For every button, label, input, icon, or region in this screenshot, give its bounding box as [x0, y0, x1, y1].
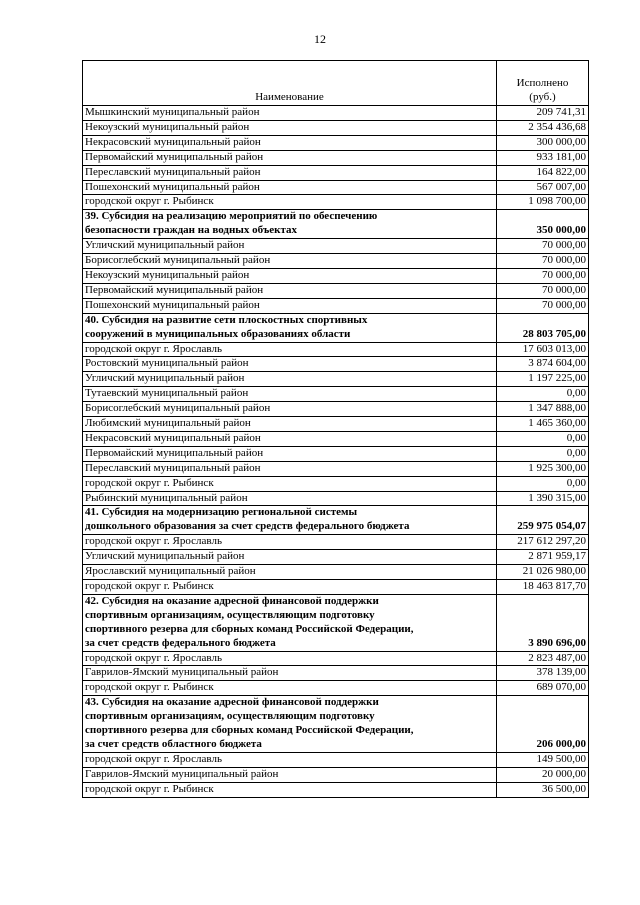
row-name: Некоузский муниципальный район — [83, 268, 497, 283]
section-title-line: 41. Субсидия на модернизацию региональной системы — [85, 506, 358, 519]
table-row — [83, 476, 589, 491]
row-value: 567 007,00 — [497, 180, 589, 195]
table-body — [83, 106, 589, 798]
table-row — [83, 342, 589, 357]
row-value: 18 463 817,70 — [497, 580, 589, 595]
table-row — [83, 180, 589, 195]
row-value: 689 070,00 — [497, 681, 589, 696]
row-value: 17 603 013,00 — [497, 342, 589, 357]
row-name: Угличский муниципальный район — [83, 372, 497, 387]
section-title-line: 43. Субсидия на оказание адресной финансовой поддержки — [85, 696, 379, 709]
row-name: городской округ г. Рыбинск — [83, 476, 497, 491]
header-value — [497, 61, 589, 106]
section-title-line: за счет средств областного бюджета — [85, 737, 262, 750]
row-name: Борисоглебский муниципальный район — [83, 254, 497, 269]
row-value: 350 000,00 — [497, 210, 589, 239]
row-name: Пошехонский муниципальный район — [83, 180, 497, 195]
section-title-line: спортивного резерва для сборных команд Российской Федерации, — [85, 622, 414, 635]
header-name: Наименование — [83, 61, 497, 106]
section-row — [83, 313, 589, 342]
table-row — [83, 165, 589, 180]
table-row — [83, 298, 589, 313]
row-value: 36 500,00 — [497, 782, 589, 797]
row-value: 3 874 604,00 — [497, 357, 589, 372]
header-value-line2: (руб.) — [529, 91, 556, 104]
row-value: 1 465 360,00 — [497, 417, 589, 432]
table-row — [83, 491, 589, 506]
row-name: Любимский муниципальный район — [83, 417, 497, 432]
section-title — [83, 696, 497, 753]
section-title-line: безопасности граждан на водных объектах — [85, 224, 298, 237]
table-row — [83, 387, 589, 402]
section-title — [83, 506, 497, 535]
table-row — [83, 752, 589, 767]
section-row — [83, 210, 589, 239]
row-value: 378 139,00 — [497, 666, 589, 681]
row-value: 0,00 — [497, 431, 589, 446]
row-value: 20 000,00 — [497, 767, 589, 782]
table-row — [83, 150, 589, 165]
row-name: Некоузский муниципальный район — [83, 120, 497, 135]
section-title-line: 39. Субсидия на реализацию мероприятий по обеспечению — [85, 210, 378, 223]
table-row — [83, 135, 589, 150]
row-name: Некрасовский муниципальный район — [83, 135, 497, 150]
row-name: Угличский муниципальный район — [83, 239, 497, 254]
section-title-line: сооружений в муниципальных образованиях области — [85, 327, 351, 340]
row-name: Ярославский муниципальный район — [83, 565, 497, 580]
row-name: Тутаевский муниципальный район — [83, 387, 497, 402]
row-name: Гаврилов-Ямский муниципальный район — [83, 767, 497, 782]
row-name: Гаврилов-Ямский муниципальный район — [83, 666, 497, 681]
table-row — [83, 580, 589, 595]
table-row — [83, 268, 589, 283]
section-row — [83, 696, 589, 753]
table-row — [83, 550, 589, 565]
table-row — [83, 651, 589, 666]
row-name: городской округ г. Ярославль — [83, 342, 497, 357]
row-name: Переславский муниципальный район — [83, 461, 497, 476]
table-row — [83, 120, 589, 135]
row-value: 2 823 487,00 — [497, 651, 589, 666]
row-value: 1 390 315,00 — [497, 491, 589, 506]
section-title-line: спортивного резерва для сборных команд Российской Федерации, — [85, 724, 414, 737]
row-value: 70 000,00 — [497, 239, 589, 254]
table-row — [83, 535, 589, 550]
section-row — [83, 506, 589, 535]
table-row — [83, 254, 589, 269]
row-name: городской округ г. Ярославль — [83, 752, 497, 767]
row-value: 300 000,00 — [497, 135, 589, 150]
row-name: городской округ г. Рыбинск — [83, 195, 497, 210]
table-row — [83, 357, 589, 372]
row-value: 1 098 700,00 — [497, 195, 589, 210]
row-value: 70 000,00 — [497, 254, 589, 269]
row-value: 0,00 — [497, 387, 589, 402]
row-value: 0,00 — [497, 446, 589, 461]
row-name: Борисоглебский муниципальный район — [83, 402, 497, 417]
table-row — [83, 446, 589, 461]
row-value: 70 000,00 — [497, 298, 589, 313]
row-value: 209 741,31 — [497, 106, 589, 121]
row-value: 259 975 054,07 — [497, 506, 589, 535]
section-title — [83, 313, 497, 342]
row-value: 2 871 959,17 — [497, 550, 589, 565]
row-value: 0,00 — [497, 476, 589, 491]
row-name: Первомайский муниципальный район — [83, 446, 497, 461]
row-value: 2 354 436,68 — [497, 120, 589, 135]
row-value: 70 000,00 — [497, 268, 589, 283]
table-header-row — [83, 61, 589, 106]
table-row — [83, 767, 589, 782]
row-value: 1 925 300,00 — [497, 461, 589, 476]
table-row — [83, 417, 589, 432]
table-row — [83, 106, 589, 121]
budget-table — [82, 60, 589, 798]
table-row — [83, 666, 589, 681]
section-title-line: спортивным организациям, осуществляющим подготовку — [85, 710, 375, 723]
row-value: 28 803 705,00 — [497, 313, 589, 342]
row-name: городской округ г. Рыбинск — [83, 782, 497, 797]
row-name: городской округ г. Ярославль — [83, 535, 497, 550]
row-value: 1 197 225,00 — [497, 372, 589, 387]
table-row — [83, 372, 589, 387]
page-number: 12 — [314, 32, 326, 46]
row-value: 206 000,00 — [497, 696, 589, 753]
table-row — [83, 461, 589, 476]
row-name: городской округ г. Рыбинск — [83, 681, 497, 696]
row-name: Первомайский муниципальный район — [83, 283, 497, 298]
table-row — [83, 195, 589, 210]
row-name: городской округ г. Ярославль — [83, 651, 497, 666]
row-value: 21 026 980,00 — [497, 565, 589, 580]
section-title-line: 42. Субсидия на оказание адресной финансовой поддержки — [85, 594, 379, 607]
row-value: 164 822,00 — [497, 165, 589, 180]
section-title — [83, 210, 497, 239]
table-row — [83, 782, 589, 797]
table-row — [83, 681, 589, 696]
section-title — [83, 594, 497, 651]
row-name: Мышкинский муниципальный район — [83, 106, 497, 121]
row-name: Первомайский муниципальный район — [83, 150, 497, 165]
row-value: 3 890 696,00 — [497, 594, 589, 651]
table-row — [83, 431, 589, 446]
section-row — [83, 594, 589, 651]
row-name: Ростовский муниципальный район — [83, 357, 497, 372]
table-row — [83, 565, 589, 580]
table-row — [83, 283, 589, 298]
section-title-line: дошкольного образования за счет средств федерального бюджета — [85, 520, 410, 533]
row-name: Пошехонский муниципальный район — [83, 298, 497, 313]
section-title-line: спортивным организациям, осуществляющим подготовку — [85, 608, 375, 621]
row-value: 149 500,00 — [497, 752, 589, 767]
row-value: 933 181,00 — [497, 150, 589, 165]
table-row — [83, 402, 589, 417]
row-value: 1 347 888,00 — [497, 402, 589, 417]
section-title-line: 40. Субсидия на развитие сети плоскостных спортивных — [85, 313, 368, 326]
row-name: Переславский муниципальный район — [83, 165, 497, 180]
section-title-line: за счет средств федерального бюджета — [85, 636, 276, 649]
row-value: 70 000,00 — [497, 283, 589, 298]
row-name: Некрасовский муниципальный район — [83, 431, 497, 446]
row-name: Угличский муниципальный район — [83, 550, 497, 565]
row-name: городской округ г. Рыбинск — [83, 580, 497, 595]
row-value: 217 612 297,20 — [497, 535, 589, 550]
table-row — [83, 239, 589, 254]
header-value-line1: Исполнено — [516, 77, 569, 90]
row-name: Рыбинский муниципальный район — [83, 491, 497, 506]
